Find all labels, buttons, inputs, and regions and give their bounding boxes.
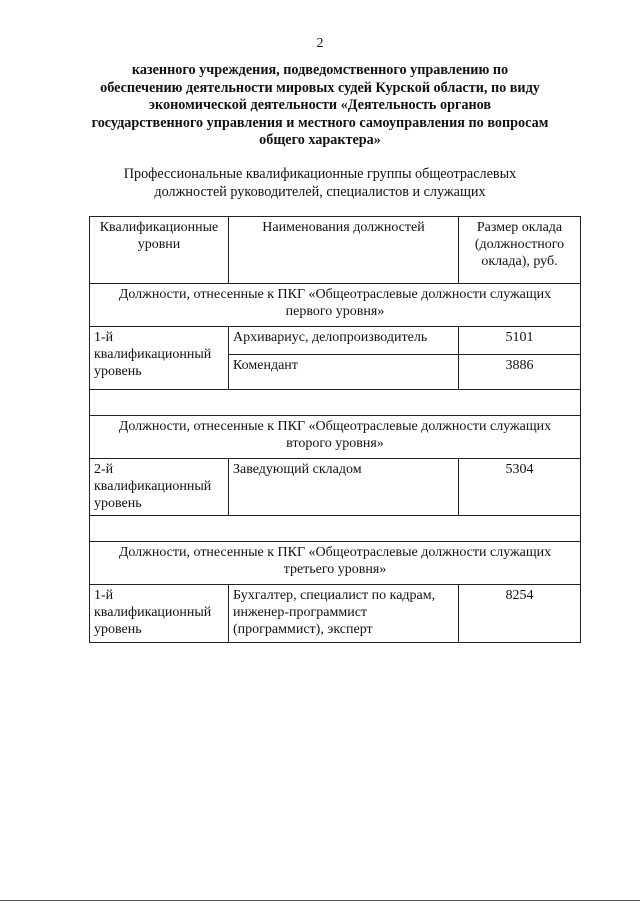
heading-line: государственного управления и местного самоуправления по вопросам [91, 114, 549, 131]
heading-line: обеспечению деятельности мировых судей Курской области, по виду [100, 79, 540, 96]
position-cell: Комендант [229, 355, 459, 390]
table-row [90, 459, 581, 516]
subtitle-line: Профессиональные квалификационные группы общеотраслевых [123, 166, 517, 182]
group-title-row [90, 284, 581, 327]
header-salary-line: (должностного [474, 237, 565, 252]
table-row [90, 585, 581, 643]
spacer-cell [90, 516, 581, 542]
table-row [90, 327, 581, 355]
position-cell: Заведующий складом [229, 459, 459, 516]
group-title-line: второго уровня» [286, 436, 384, 451]
spacer-cell [90, 390, 581, 416]
header-salary [459, 217, 581, 284]
group-title [90, 542, 581, 585]
level-line: уровень [94, 496, 142, 511]
header-level [90, 217, 229, 284]
group-title-row [90, 416, 581, 459]
page-number: 2 [316, 36, 324, 51]
position-line: Бухгалтер, специалист по кадрам, [233, 588, 436, 603]
position-line: инженер-программист [233, 605, 368, 620]
salary-cell: 5101 [459, 327, 581, 355]
heading-line: экономической деятельности «Деятельность органов [148, 97, 492, 114]
group-title-line: Должности, отнесенные к ПКГ «Общеотраслевые должности служащих [118, 545, 552, 560]
subtitle-line: должностей руководителей, специалистов и служащих [154, 183, 486, 200]
level-line: квалификационный [94, 605, 212, 620]
table-subtitle [70, 166, 570, 201]
page-bottom-rule [0, 900, 640, 901]
header-salary-line: Размер оклада [476, 220, 563, 235]
header-salary-line: оклада), руб. [481, 254, 558, 269]
level-line: 2-й [94, 462, 114, 477]
position-cell [229, 585, 459, 643]
spacer-row [90, 516, 581, 542]
position-cell: Архивариус, делопроизводитель [229, 327, 459, 355]
salary-cell: 8254 [459, 585, 581, 643]
salary-cell: 3886 [459, 355, 581, 390]
group-title-line: Должности, отнесенные к ПКГ «Общеотраслевые должности служащих [118, 419, 552, 434]
table-header-row [90, 217, 581, 284]
group-title-row [90, 542, 581, 585]
level-line: 1-й [94, 330, 114, 345]
salary-cell: 5304 [459, 459, 581, 516]
group-title-line: третьего уровня» [283, 562, 387, 577]
header-level-line: Квалификационные [99, 220, 219, 235]
header-level-line: уровни [137, 237, 181, 252]
group-title [90, 416, 581, 459]
document-heading [60, 62, 580, 150]
level-line: квалификационный [94, 347, 212, 362]
salary-table [89, 216, 581, 643]
spacer-row [90, 390, 581, 416]
position-line: (программист), эксперт [233, 622, 373, 637]
level-line: квалификационный [94, 479, 212, 494]
level-line: уровень [94, 622, 142, 637]
heading-line: общего характера» [259, 132, 381, 149]
heading-line: казенного учреждения, подведомственного управлению по [131, 62, 509, 78]
group-title [90, 284, 581, 327]
group-title-line: первого уровня» [285, 304, 385, 319]
level-line: уровень [94, 364, 142, 379]
level-cell [90, 459, 229, 516]
group-title-line: Должности, отнесенные к ПКГ «Общеотраслевые должности служащих [118, 287, 552, 302]
level-line: 1-й [94, 588, 114, 603]
level-cell [90, 327, 229, 390]
level-cell [90, 585, 229, 643]
header-position: Наименования должностей [229, 217, 459, 284]
